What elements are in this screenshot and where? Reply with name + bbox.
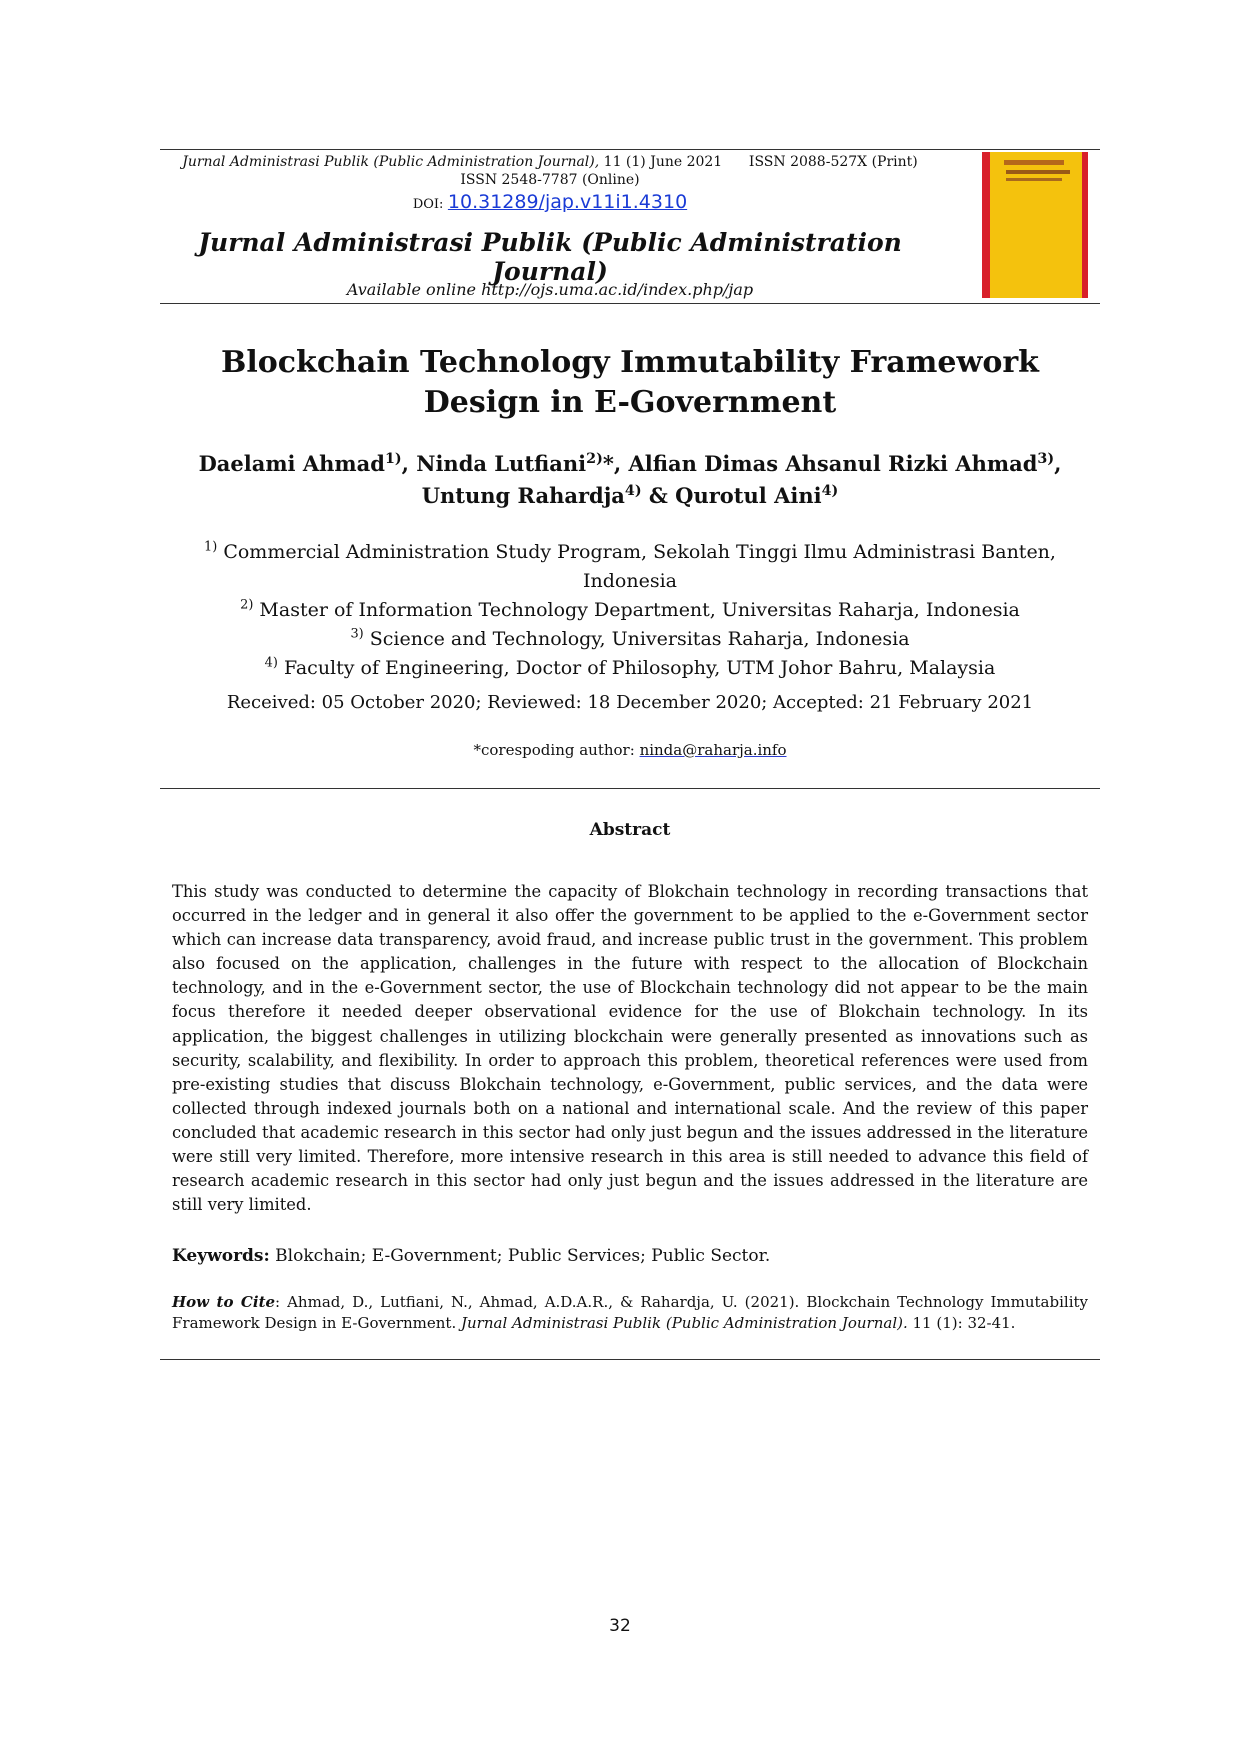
paper-title-line-1: Blockchain Technology Immutability Framework xyxy=(221,345,1039,380)
cover-subtitle-mark xyxy=(1006,170,1070,174)
header-top-rule xyxy=(160,149,1100,150)
affiliation-text: Master of Information Technology Department, Universitas Raharja, Indonesia xyxy=(253,599,1020,621)
doi-label: DOI: xyxy=(412,197,444,212)
how-to-cite xyxy=(172,1292,1088,1334)
author-separator: , xyxy=(1054,451,1062,476)
how-to-cite-text: : Ahmad, D., Lutfiani, N., Ahmad, A.D.A.R., & Rahardja, U. (2021). Blockchain Technology Immutability Framework Design in E-Government. xyxy=(172,1293,1088,1332)
affiliation-1 xyxy=(160,538,1100,567)
author-affil-mark: 3) xyxy=(1037,451,1055,467)
author-affil-mark: 2) xyxy=(586,451,603,467)
cover-caption-mark xyxy=(1006,178,1062,181)
journal-citation: Jurnal Administrasi Publik (Public Administration Journal), xyxy=(182,154,600,170)
corresponding-author-email[interactable]: ninda@raharja.info xyxy=(639,741,787,759)
cover-title-mark xyxy=(1004,160,1064,165)
journal-issue: 11 (1) June 2021 xyxy=(603,154,723,170)
author-name: & Qurotul Aini xyxy=(641,483,822,508)
affiliation-text: Science and Technology, Universitas Raharja, Indonesia xyxy=(363,628,910,650)
header-bottom-rule xyxy=(160,303,1100,304)
affiliation-mark: 1) xyxy=(204,539,218,555)
keywords-label: Keywords: xyxy=(172,1246,270,1266)
page-number: 32 xyxy=(609,1616,631,1636)
issn-print: ISSN 2088-527X (Print) xyxy=(748,154,918,170)
author-line-2 xyxy=(160,480,1100,512)
paper-title xyxy=(160,343,1100,423)
affiliation-2 xyxy=(160,596,1100,625)
affiliation-1-continuation: Indonesia xyxy=(583,570,677,592)
affiliation-text: Faculty of Engineering, Doctor of Philosophy, UTM Johor Bahru, Malaysia xyxy=(277,657,996,679)
issn-online-line xyxy=(160,171,940,189)
author-name: Daelami Ahmad xyxy=(198,451,385,476)
how-to-cite-journal: Jurnal Administrasi Publik (Public Administration Journal). xyxy=(461,1314,908,1332)
corresponding-author-label: *corespoding author: xyxy=(473,741,635,759)
journal-title: Jurnal Administrasi Publik (Public Administration Journal) xyxy=(198,228,902,286)
affiliation-mark: 4) xyxy=(264,655,278,671)
abstract-bottom-rule xyxy=(160,1359,1100,1360)
paper-title-line-2: Design in E-Government xyxy=(423,385,837,420)
affiliation-text: Commercial Administration Study Program, Sekolah Tinggi Ilmu Administrasi Banten, xyxy=(217,541,1056,563)
journal-cover-image xyxy=(982,152,1088,298)
author-name: , Ninda Lutfiani xyxy=(401,451,587,476)
author-name: *, Alfian Dimas Ahsanul Rizki Ahmad xyxy=(602,451,1038,476)
abstract-body: This study was conducted to determine the capacity of Blokchain technology in recording transactions that occurred in the ledger and in general it also offer the government to be applied to the e-Government sector which can increase data transparency, avoid fraud, and increase public trust in the government. This problem also focused on the application, challenges in the future with respect to the allocation of Blockchain technology, and in the e-Government sector, the use of Blockchain technology did not appear to be the main focus therefore it needed deeper observational evidence for the use of Blokchain technology. In its application, the biggest challenges in utilizing blockchain were generally presented as innovations such as security, scalability, and flexibility. In order to approach this problem, theoretical references were used from pre-existing studies that discuss Blokchain technology, e-Government, public services, and the data were collected through indexed journals both on a national and international scale. And the review of this paper concluded that academic research in this sector had only just begun and the issues addressed in the literature were still very limited. Therefore, more intensive research in this area is still needed to advance this field of research academic research in this sector had only just begun and the issues addressed in the literature are still very limited. xyxy=(172,882,1088,1215)
corresponding-author xyxy=(160,741,1100,759)
affiliation-4 xyxy=(160,654,1100,683)
abstract-heading: Abstract xyxy=(589,820,671,840)
journal-citation-line xyxy=(160,153,940,171)
affiliation-mark: 2) xyxy=(240,597,254,613)
submission-dates: Received: 05 October 2020; Reviewed: 18 December 2020; Accepted: 21 February 2021 xyxy=(226,692,1034,713)
author-affil-mark: 4) xyxy=(624,483,642,499)
author-list xyxy=(160,448,1100,512)
doi-link[interactable]: 10.31289/jap.v11i1.4310 xyxy=(447,191,688,213)
author-name: Untung Rahardja xyxy=(421,483,625,508)
author-line-1 xyxy=(160,448,1100,480)
keywords xyxy=(172,1246,1088,1266)
issn-online: ISSN 2548-7787 (Online) xyxy=(460,172,640,188)
keywords-text: Blokchain; E-Government; Public Services; Public Sector. xyxy=(269,1246,771,1266)
doi-line xyxy=(160,193,940,214)
affiliation-3 xyxy=(160,625,1100,654)
author-affil-mark: 4) xyxy=(821,483,839,499)
how-to-cite-label: How to Cite xyxy=(172,1293,276,1311)
available-online: Available online http://ojs.uma.ac.id/index.php/jap xyxy=(346,280,754,299)
abstract-top-rule xyxy=(160,788,1100,789)
affiliation-mark: 3) xyxy=(350,626,364,642)
how-to-cite-pages: 11 (1): 32-41. xyxy=(907,1314,1016,1332)
affiliation-list xyxy=(160,538,1100,683)
author-affil-mark: 1) xyxy=(384,451,402,467)
